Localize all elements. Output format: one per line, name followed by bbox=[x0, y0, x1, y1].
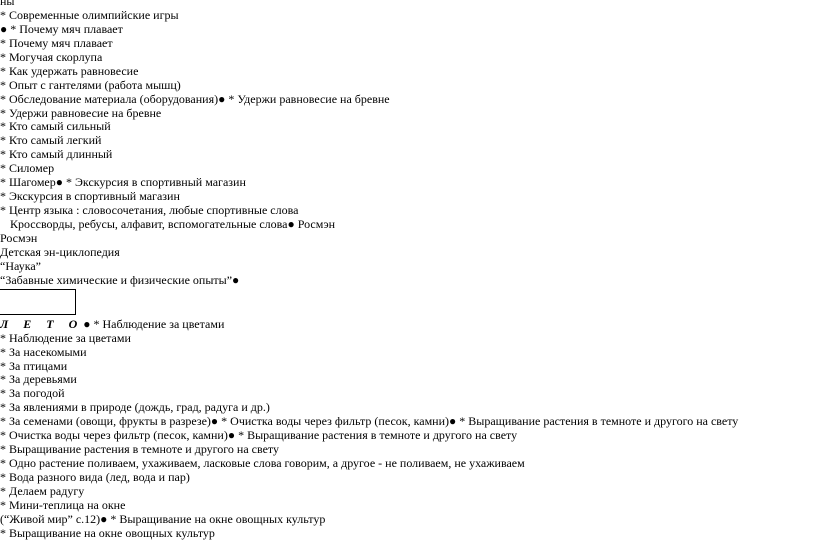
text-line: * За птицами bbox=[0, 358, 68, 373]
empty-frame-row bbox=[0, 287, 816, 317]
text-line: * Удержи равновесие на бревне bbox=[0, 105, 162, 120]
text-line: * Кто самый сильный bbox=[0, 119, 111, 134]
text-line: “Наука” bbox=[0, 258, 42, 273]
text-line: * Выращивание на окне овощных культур bbox=[0, 525, 215, 540]
text-line: * Очистка воды через фильтр (песок, камни)● * Выращивание растения в темноте и другого на свету bbox=[0, 428, 518, 443]
text-line: * Обследование материала (оборудования)● * Удержи равновесие на бревне bbox=[0, 91, 390, 106]
text-line: * Делаем радугу bbox=[0, 483, 85, 498]
text-line: “Забавные химические и физические опыты”● bbox=[0, 272, 240, 287]
summer-heading bbox=[0, 317, 816, 331]
text-line: * Силомер bbox=[0, 161, 55, 176]
text-line: * Почему мяч плавает bbox=[0, 35, 113, 50]
text-line: * Как удержать равновесие bbox=[0, 63, 139, 78]
text-line: * Наблюдение за цветами bbox=[0, 330, 131, 345]
summer-title: Л Е Т О bbox=[0, 316, 84, 331]
summer-title-rest: ● * Наблюдение за цветами bbox=[83, 316, 225, 331]
text-line: ● * Почему мяч плавает bbox=[0, 21, 123, 36]
text-line: (“Живой мир” с.12)● * Выращивание на окне овощных культур bbox=[0, 511, 326, 526]
text-line: * Шагомер● * Экскурсия в спортивный магазин bbox=[0, 175, 246, 190]
empty-frame bbox=[0, 289, 76, 315]
text-line: * Современные олимпийские игры bbox=[0, 7, 179, 22]
text-line: * Центр языка : словосочетания, любые спортивные слова bbox=[0, 203, 299, 218]
text-line: Детская эн-циклопедия bbox=[0, 244, 120, 259]
text-line: * Опыт с гантелями (работа мышц) bbox=[0, 77, 181, 92]
text-line: * За деревьями bbox=[0, 372, 77, 387]
text-line: * Выращивание растения в темноте и другого на свету bbox=[0, 442, 280, 457]
text-line: * Кто самый длинный bbox=[0, 147, 113, 162]
text-line: * За насекомыми bbox=[0, 344, 87, 359]
text-line: * За семенами (овощи, фрукты в разрезе)● * Очистка воды через фильтр (песок, камни)● * Выращивание растения в темноте и другого на свету bbox=[0, 414, 739, 429]
text-line: ны bbox=[0, 0, 15, 8]
text-line: * Экскурсия в спортивный магазин bbox=[0, 189, 180, 204]
text-line: * Кто самый легкий bbox=[0, 133, 102, 148]
text-line: * За погодой bbox=[0, 386, 65, 401]
text-line: * За явлениями в природе (дождь, град, радуга и др.) bbox=[0, 400, 270, 415]
text-line: * Вода разного вида (лед, вода и пар) bbox=[0, 470, 190, 484]
text-line: Кроссворды, ребусы, алфавит, вспомогательные слова● Росмэн bbox=[10, 217, 336, 231]
text-line: * Могучая скорлупа bbox=[0, 49, 103, 64]
text-line: * Одно растение поливаем, ухаживаем, ласковые слова говорим, а другое - не поливаем, не ухаживаем bbox=[0, 456, 525, 471]
text-line: * Мини-теплица на окне bbox=[0, 497, 126, 512]
text-line: Росмэн bbox=[0, 230, 38, 245]
